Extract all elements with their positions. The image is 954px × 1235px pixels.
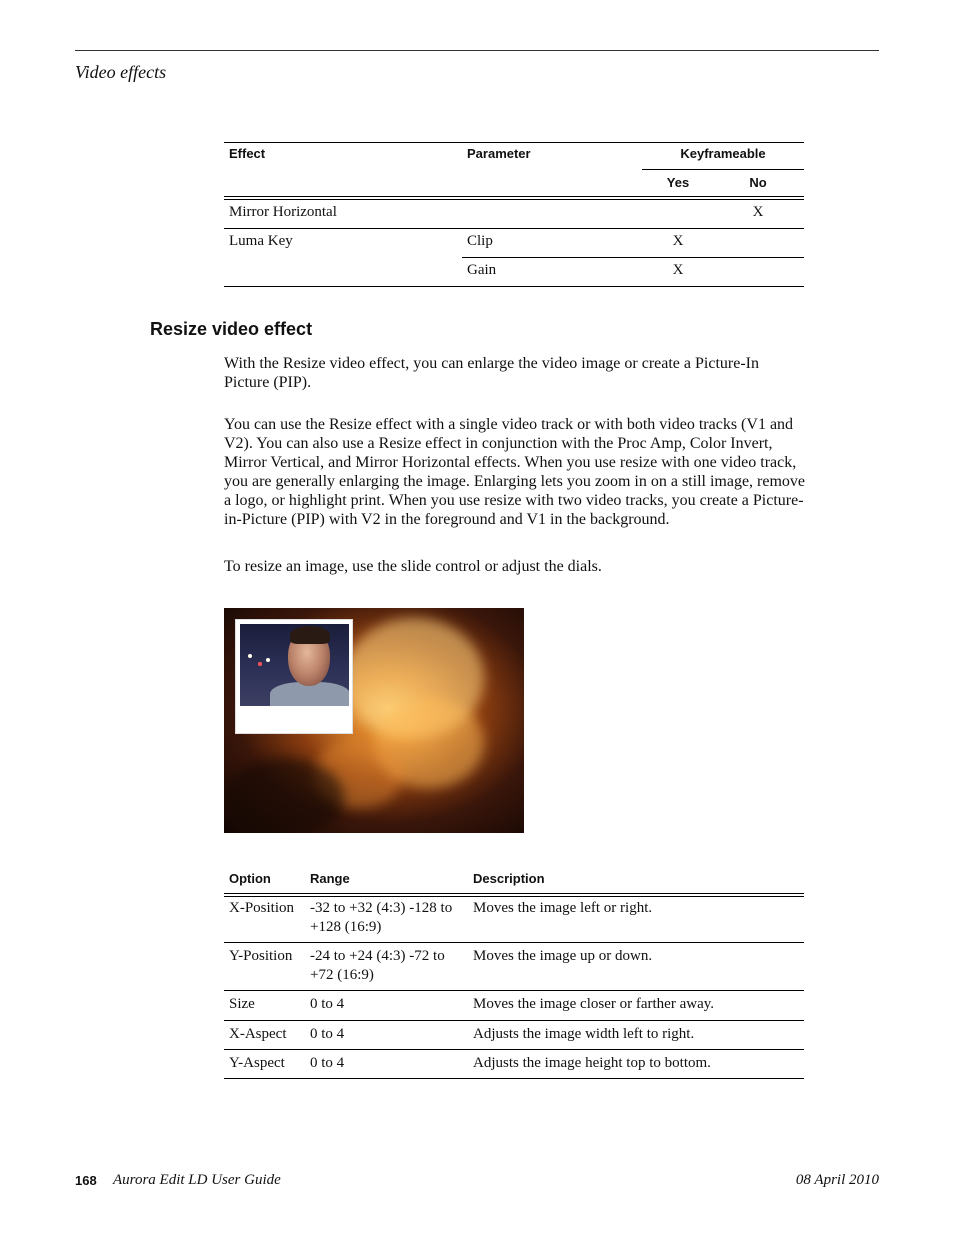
cell-description: Moves the image up or down.: [473, 948, 653, 964]
keyframeable-underline: [642, 169, 804, 170]
pip-example-image: [224, 608, 524, 833]
cell-yes: X: [672, 233, 684, 249]
cell-yes: X: [672, 262, 684, 278]
section-heading: Resize video effect: [150, 319, 313, 339]
paragraph-instruction: To resize an image, use the slide control or adjust the dials.: [224, 558, 602, 575]
col-yes-header: Yes: [666, 175, 690, 190]
cell-effect: Mirror Horizontal: [229, 204, 337, 220]
cell-description: Adjusts the image height top to bottom.: [473, 1055, 711, 1071]
col-option-header: Option: [229, 871, 271, 886]
col-no-header: No: [749, 175, 767, 190]
col-description-header: Description: [473, 871, 545, 886]
row-rule: [224, 942, 804, 943]
header-rule: [75, 50, 879, 51]
paragraph-intro: With the Resize video effect, you can enlarge the video image or create a Picture-In Picture (PIP).: [224, 355, 759, 391]
cell-option: Y-Aspect: [229, 1055, 285, 1071]
cell-range: -32 to +32 (4:3) -128 to +128 (16:9): [310, 900, 453, 935]
background-light: [258, 662, 262, 666]
table-bottom-rule: [224, 1078, 804, 1079]
header-double-rule-1: [224, 196, 804, 197]
cell-range: -24 to +24 (4:3) -72 to +72 (16:9): [310, 948, 445, 983]
cell-range: 0 to 4: [310, 1026, 345, 1042]
col-range-header: Range: [310, 871, 350, 886]
col-keyframeable-header: Keyframeable: [680, 146, 766, 161]
footer-guide-title: Aurora Edit LD User Guide: [113, 1172, 281, 1188]
person-hair: [290, 626, 330, 644]
col-effect-header: Effect: [229, 146, 266, 161]
cell-description: Moves the image left or right.: [473, 900, 653, 916]
sub-row-rule: [462, 257, 804, 258]
flame-shadow: [224, 758, 344, 833]
table-bottom-rule: [224, 286, 804, 287]
cell-range: 0 to 4: [310, 1055, 345, 1071]
cell-no: X: [752, 204, 764, 220]
cell-range: 0 to 4: [310, 996, 345, 1012]
row-rule: [224, 1049, 804, 1050]
paragraph-details: You can use the Resize effect with a single video track or with both video tracks (V1 and V2). You can also use a Resize effect in conjunction with the Proc Amp, Color Invert, Mirror Vertical, and Mirror Horizontal effects. When you use resize with one video track, you are generally enlarging the image. Enlarging lets you zoom in on a still image, remove a logo, or highlight print. When you use resize with two video tracks, you create a Picture-in-Picture (PIP) with V2 in the foreground and V1 in the background.: [224, 416, 806, 528]
cell-parameter: Gain: [467, 262, 497, 278]
cell-option: X-Aspect: [229, 1026, 287, 1042]
cell-parameter: Clip: [467, 233, 493, 249]
header-double-rule-2: [224, 896, 804, 897]
row-rule: [224, 228, 804, 229]
cell-description: Adjusts the image width left to right.: [473, 1026, 695, 1042]
row-rule: [224, 1020, 804, 1021]
cell-description: Moves the image closer or farther away.: [473, 996, 715, 1012]
running-header: Video effects: [75, 62, 167, 82]
cell-option: Size: [229, 996, 255, 1012]
pip-frame: [235, 619, 353, 734]
cell-option: X-Position: [229, 900, 295, 916]
header-double-rule-2: [224, 199, 804, 200]
background-light: [248, 654, 252, 658]
page-number: 168: [75, 1173, 97, 1188]
cell-option: Y-Position: [229, 948, 293, 964]
footer-date: 08 April 2010: [795, 1172, 879, 1188]
header-double-rule-1: [224, 893, 804, 894]
table-top-rule: [224, 142, 804, 143]
col-parameter-header: Parameter: [467, 146, 531, 161]
background-light: [266, 658, 270, 662]
cell-effect: Luma Key: [229, 233, 293, 249]
pip-inset-image: [240, 624, 349, 706]
row-rule: [224, 990, 804, 991]
